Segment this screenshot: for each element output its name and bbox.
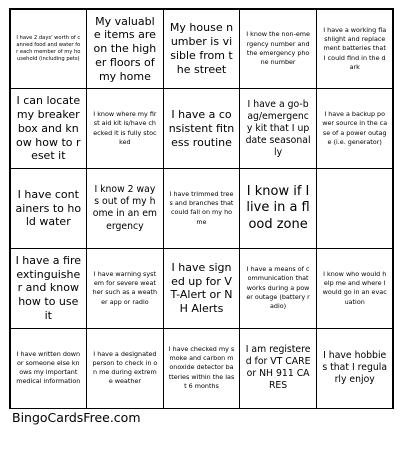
bingo-cell-text: My valuable items are on the higher floors of my home <box>93 14 157 83</box>
bingo-cell-text: I have containers to hold water <box>15 187 82 229</box>
bingo-cell-text: I have written down or someone else knows my important medical information <box>16 349 81 386</box>
bingo-cell <box>86 248 164 329</box>
bingo-cell <box>10 168 88 249</box>
bingo-cell-text: I have a fire extinguisher and know how to use it <box>15 253 82 322</box>
bingo-cell-text: I have signed up for VT-Alert or NH Alerts <box>170 260 233 316</box>
bingo-cell <box>86 9 164 90</box>
bingo-cell <box>10 328 88 409</box>
bingo-cell-text: I have a consistent fitness routine <box>168 108 235 149</box>
bingo-cell-text: I have warning system for severe weather such as a weather app or radio <box>92 269 158 306</box>
bingo-cell-text: I know where my first aid kit is/have checked it is fully stocked <box>93 110 157 146</box>
bingo-cell <box>163 168 241 249</box>
bingo-cell <box>316 168 394 249</box>
bingo-cell-text: I know who would help me and where I would go in an evacuation <box>322 269 387 306</box>
bingo-cell-text: I have checked my smoke and carbon monoxide detector batteries within the last 6 months <box>168 344 235 391</box>
bingo-cell-text: I have 2 days' worth of canned food and water for each member of my household (including pets) <box>16 34 81 62</box>
bingo-cell <box>10 88 88 169</box>
bingo-cell-text: I have a means of communication that works during a power outage (battery radio) <box>246 265 310 311</box>
bingo-cell-text: I have trimmed trees and branches that could fall on my home <box>169 189 234 226</box>
bingo-cell-text: I know 2 ways out of my home in an emergency <box>92 184 157 232</box>
bingo-cell <box>316 9 394 90</box>
bingo-cell <box>86 168 164 249</box>
bingo-grid <box>9 8 394 409</box>
bingo-cell <box>239 88 317 169</box>
bingo-cell-text: My house number is visible from the street <box>169 21 234 76</box>
bingo-cell <box>239 168 317 249</box>
bingo-cell <box>163 328 241 409</box>
bingo-cell <box>239 328 317 409</box>
bingo-cell <box>163 248 241 329</box>
bingo-cell <box>316 328 394 409</box>
bingo-cell-text: I have a go-bag/emergency kit that I update seasonally <box>245 98 311 158</box>
bingo-cell-text: I can locate my breaker box and know how to reset it <box>16 94 81 163</box>
bingo-cell-text: I know if I live in a flood zone <box>246 184 310 232</box>
bingo-cell <box>163 88 241 169</box>
bingo-cell-text: I have a working flashlight and replacement batteries that I could find in the dark <box>323 25 387 71</box>
bingo-cell-text: I know the non-emergency number and the emergency phone number <box>246 30 310 67</box>
bingo-cell <box>239 248 317 329</box>
footer-brand: BingoCardsFree.com <box>12 410 141 425</box>
bingo-cell <box>163 9 241 90</box>
bingo-cell <box>239 9 317 90</box>
bingo-cell-text: I have a designated person to check in on me during extreme weather <box>92 349 158 386</box>
bingo-cell-text: I have hobbies that I regularly enjoy <box>322 349 388 386</box>
bingo-cell <box>316 88 394 169</box>
bingo-cell <box>10 9 88 90</box>
bingo-cell-text: I am registered for VT CARE or NH 911 CARES <box>245 343 311 392</box>
bingo-cell <box>86 328 164 409</box>
bingo-cell-text: I have a backup power source in the case of a power outage (i.e. generator) <box>322 110 388 146</box>
bingo-cell <box>316 248 394 329</box>
bingo-cell <box>86 88 164 169</box>
bingo-cell <box>10 248 88 329</box>
